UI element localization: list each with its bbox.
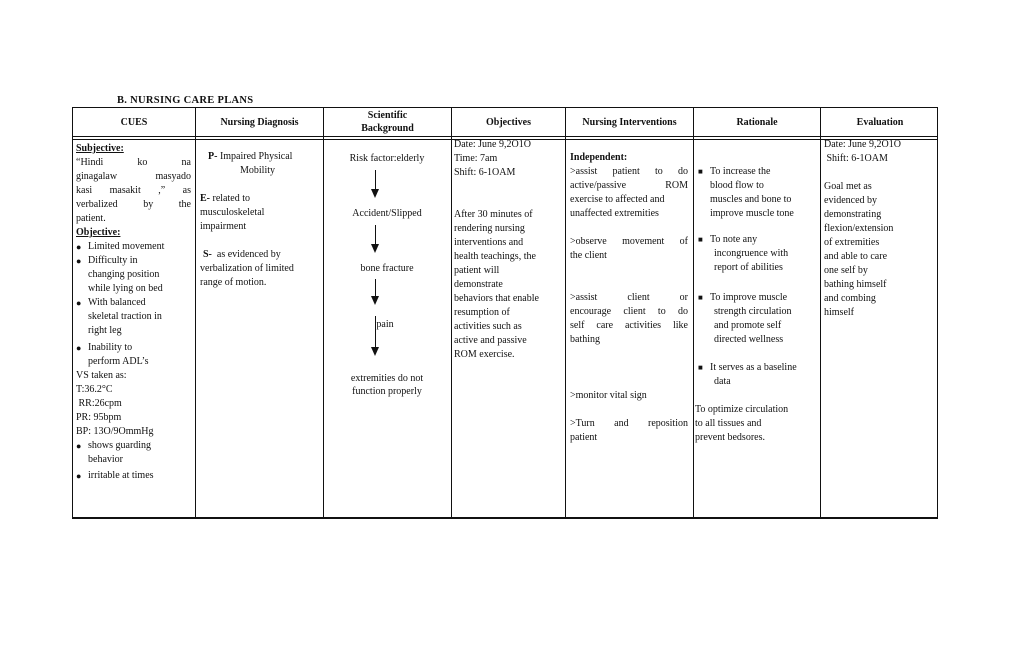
- interventions-cell: [570, 151, 688, 445]
- scientific-step: bone fracture: [360, 263, 414, 274]
- header-nursing-interventions: Nursing Interventions: [582, 116, 677, 128]
- cues-cell: [76, 142, 191, 483]
- rationale-item: [698, 233, 818, 247]
- square-bullet-icon: ■: [698, 235, 703, 244]
- nursing-care-plan-table: [72, 107, 938, 519]
- objectives-line: rendering nursing: [454, 223, 525, 234]
- header-scientific-line1: Scientific: [367, 110, 408, 121]
- objectives-line: interventions and: [454, 237, 524, 248]
- evaluation-line: Goal met as: [824, 181, 872, 192]
- cues-bullet-text: Limited movement: [88, 241, 165, 252]
- column-divider: [323, 108, 324, 517]
- evaluation-line: evidenced by: [824, 195, 878, 206]
- scientific-step: Risk factor:elderly: [349, 153, 425, 164]
- header-divider: [73, 136, 937, 137]
- cues-bullet-text: shows guarding: [88, 440, 152, 451]
- cues-quote-line: patient.: [76, 213, 106, 224]
- objectives-line: resumption of: [454, 307, 510, 318]
- column-divider: [565, 108, 566, 517]
- bullet-icon: ●: [76, 471, 82, 481]
- header-rationale: Rationale: [736, 116, 778, 128]
- spacer: [200, 178, 320, 192]
- spacer: [454, 180, 562, 194]
- cues-bullet-text: With balanced: [88, 297, 146, 308]
- column-divider: [693, 108, 694, 517]
- diagnosis-e-label: E-: [200, 193, 210, 204]
- diagnosis-p-text: Impaired Physical: [217, 151, 293, 162]
- spacer: [570, 277, 688, 291]
- evaluation-line: one self by: [824, 265, 868, 276]
- diagnosis-p-label: P-: [208, 151, 218, 162]
- column-divider: [820, 108, 821, 517]
- rationale-item: [698, 291, 818, 305]
- document-title: B. NURSING CARE PLANS: [117, 95, 254, 106]
- rationale-continuation: and promote self: [714, 320, 782, 331]
- rationale-plain-line: To optimize circulation: [695, 404, 789, 415]
- bullet-icon: ●: [76, 242, 82, 252]
- objectives-time: Time: 7am: [454, 153, 498, 164]
- rationale-continuation: report of abilities: [714, 262, 783, 273]
- diagnosis-symptoms: [200, 248, 320, 262]
- column-divider: [195, 108, 196, 517]
- cues-bullet-continuation: changing position: [88, 269, 160, 280]
- cues-bullet-text: Difficulty in: [88, 255, 138, 266]
- bullet-icon: ●: [76, 343, 82, 353]
- diagnosis-cell: [200, 150, 320, 290]
- vs-blood-pressure: BP: 13O/9OmmHg: [76, 426, 154, 437]
- bullet-icon: ●: [76, 256, 82, 266]
- objectives-line: activities such as: [454, 321, 522, 332]
- rationale-continuation: blood flow to: [710, 180, 764, 191]
- objectives-line: ROM exercise.: [454, 349, 515, 360]
- header-nursing-diagnosis: Nursing Diagnosis: [220, 116, 299, 128]
- spacer: [570, 347, 688, 361]
- vs-label: VS taken as:: [76, 370, 127, 381]
- diagnosis-s-text: as evidenced by: [211, 249, 281, 260]
- rationale-text: To note any: [710, 234, 758, 245]
- diagnosis-s-label: S-: [203, 249, 212, 260]
- cues-bullet-item: [76, 439, 191, 453]
- diagnosis-etiology: [200, 192, 320, 206]
- cues-quote-line: “Hindi ko na: [76, 157, 191, 168]
- intervention-line: >assist client or: [570, 292, 688, 303]
- evaluation-line: and able to care: [824, 251, 888, 262]
- rationale-text: To improve muscle: [710, 292, 788, 303]
- objectives-date: Date: June 9,2O1O: [454, 139, 531, 150]
- scientific-step: extremities do not: [350, 373, 424, 384]
- rationale-continuation: strength circulation: [714, 306, 792, 317]
- intervention-line: unaffected extremities: [570, 208, 659, 219]
- diagnosis-symptoms-continuation: range of motion.: [200, 277, 267, 288]
- rationale-plain-line: to all tissues and: [695, 418, 762, 429]
- subjective-label: Subjective:: [76, 143, 124, 154]
- rationale-continuation: muscles and bone to: [710, 194, 792, 205]
- vs-pulse-rate: PR: 95bpm: [76, 412, 122, 423]
- diagnosis-etiology-continuation: musculoskeletal: [200, 207, 265, 218]
- scientific-step: Accident/Slipped: [352, 208, 422, 219]
- intervention-line: >observe movement of: [570, 236, 688, 247]
- rationale-item: [698, 165, 818, 179]
- header-cues: CUES: [120, 116, 148, 128]
- evaluation-cell: [824, 138, 936, 320]
- evaluation-line: flexion/extension: [824, 223, 894, 234]
- spacer: [570, 361, 688, 375]
- rationale-text: It serves as a baseline: [710, 362, 797, 373]
- column-divider: [451, 108, 452, 517]
- diagnosis-e-text: related to: [210, 193, 250, 204]
- header-scientific-background: [324, 108, 451, 136]
- independent-label: Independent:: [570, 152, 628, 163]
- objectives-line: active and passive: [454, 335, 527, 346]
- diagnosis-problem-continuation: Mobility: [240, 165, 276, 176]
- evaluation-date: Date: June 9,2O1O: [824, 139, 901, 150]
- objectives-line: health teachings, the: [454, 251, 536, 262]
- spacer: [824, 166, 936, 180]
- evaluation-line: demonstrating: [824, 209, 882, 220]
- diagnosis-symptoms-continuation: verbalization of limited: [200, 263, 294, 274]
- cues-bullet-continuation: behavior: [88, 454, 123, 465]
- cues-quote-line: kasi masakit ,” as: [76, 185, 191, 196]
- rationale-cell: [695, 165, 818, 445]
- spacer: [200, 234, 320, 248]
- intervention-line: exercise to affected and: [570, 194, 665, 205]
- cues-bullet-item: [76, 254, 191, 268]
- spacer: [698, 389, 818, 403]
- square-bullet-icon: ■: [698, 293, 703, 302]
- rationale-continuation: improve muscle tone: [710, 208, 794, 219]
- rationale-text: To increase the: [710, 166, 771, 177]
- intervention-line: self care activities like: [570, 320, 688, 331]
- evaluation-line: bathing himself: [824, 279, 887, 290]
- intervention-line: patient: [570, 432, 598, 443]
- intervention-line: the client: [570, 250, 607, 261]
- cues-bullet-item: [76, 240, 191, 254]
- header-evaluation: Evaluation: [856, 116, 904, 128]
- spacer: [570, 221, 688, 235]
- evaluation-shift: Shift: 6-1OAM: [824, 153, 888, 164]
- spacer: [698, 275, 818, 289]
- cues-bullet-text: Inability to: [88, 342, 133, 353]
- cues-bullet-continuation: skeletal traction in: [88, 311, 162, 322]
- vs-temperature: T:36.2°C: [76, 384, 113, 395]
- spacer: [570, 403, 688, 417]
- spacer: [454, 194, 562, 208]
- header-scientific-line2: Background: [361, 123, 414, 134]
- cues-quote-line: ginagalaw masyado: [76, 171, 191, 182]
- intervention-line: active/passive ROM: [570, 180, 688, 191]
- cues-quote-line: verbalized by the: [76, 199, 191, 210]
- diagnosis-etiology-continuation: impairment: [200, 221, 247, 232]
- rationale-continuation: incongruence with: [714, 248, 789, 259]
- scientific-step: function properly: [352, 386, 422, 397]
- scientific-step: pain: [376, 319, 394, 330]
- spacer: [570, 263, 688, 277]
- cues-bullet-text: irritable at times: [88, 470, 154, 481]
- objectives-shift: Shift: 6-1OAM: [454, 167, 516, 178]
- evaluation-line: and combing: [824, 293, 876, 304]
- bullet-icon: ●: [76, 441, 82, 451]
- cues-bullet-item: [76, 341, 191, 355]
- bullet-icon: ●: [76, 298, 82, 308]
- rationale-item: [698, 361, 818, 375]
- cues-bullet-continuation: perform ADL’s: [88, 356, 149, 367]
- square-bullet-icon: ■: [698, 363, 703, 372]
- objectives-line: behaviors that enable: [454, 293, 539, 304]
- objectives-line: demonstrate: [454, 279, 503, 290]
- spacer: [698, 347, 818, 361]
- intervention-line: >assist patient to do: [570, 166, 688, 177]
- diagnosis-problem: [200, 150, 320, 164]
- spacer: [570, 375, 688, 389]
- rationale-continuation: data: [714, 376, 731, 387]
- cues-bullet-item: [76, 296, 191, 310]
- rationale-continuation: directed wellness: [714, 334, 784, 345]
- objectives-cell: [454, 138, 562, 362]
- objectives-line: patient will: [454, 265, 500, 276]
- intervention-line: >Turn and reposition: [570, 418, 688, 429]
- cues-bullet-item: [76, 469, 191, 483]
- objective-label: Objective:: [76, 227, 121, 238]
- vs-respiratory-rate: RR:26cpm: [76, 398, 122, 409]
- square-bullet-icon: ■: [698, 167, 703, 176]
- cues-bullet-continuation: right leg: [88, 325, 122, 336]
- objectives-line: After 30 minutes of: [454, 209, 533, 220]
- rationale-plain-line: prevent bedsores.: [695, 432, 765, 443]
- intervention-line: bathing: [570, 334, 600, 345]
- evaluation-line: himself: [824, 307, 854, 318]
- evaluation-line: of extremities: [824, 237, 880, 248]
- intervention-line: encourage client to do: [570, 306, 688, 317]
- intervention-line: >monitor vital sign: [570, 390, 647, 401]
- cues-bullet-continuation: while lying on bed: [88, 283, 163, 294]
- header-objectives: Objectives: [486, 116, 531, 128]
